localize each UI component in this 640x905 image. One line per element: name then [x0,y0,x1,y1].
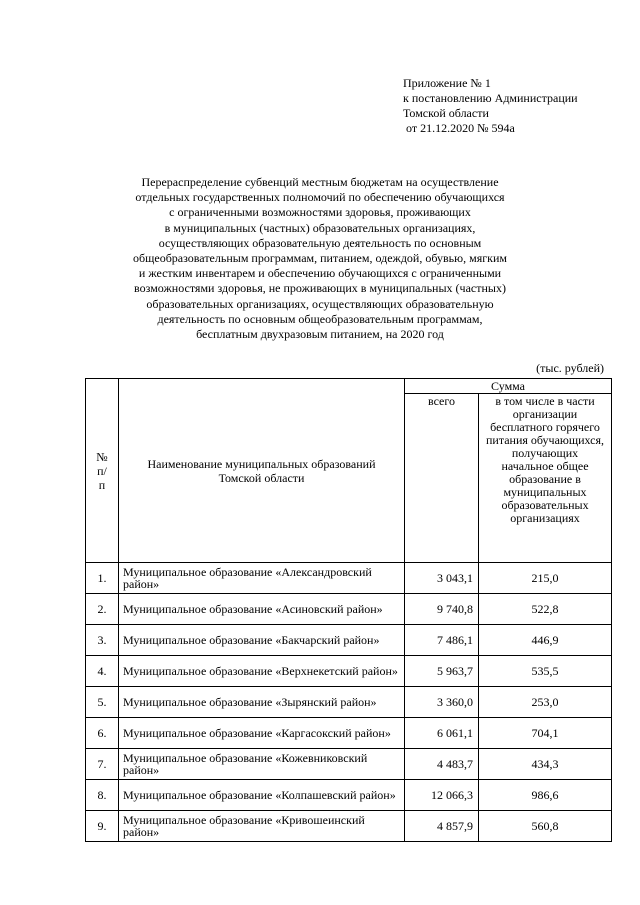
table-row [86,594,612,625]
row-total-value: 6 061,1 [405,718,479,749]
table-row [86,780,612,811]
row-part-value: 446,9 [479,625,612,656]
table-row [86,656,612,687]
title-line: деятельность по основным общеобразовательным программам, [157,311,483,326]
title-line: общеобразовательным программам, питанием, одеждой, обувью, мягким [133,251,507,266]
title-line: с ограниченными возможностями здоровья, проживающих [169,205,471,220]
table-row [86,687,612,718]
header-sum: Сумма [405,379,612,394]
row-number: 7. [86,749,119,780]
appendix-line: Приложение № 1 [403,76,491,90]
row-part-value: 434,3 [479,749,612,780]
row-municipality-name: Муниципальное образование «Александровский район» [119,563,405,594]
row-number: 4. [86,656,119,687]
row-total-value: 3 043,1 [405,563,479,594]
row-municipality-name: Муниципальное образование «Кожевниковский район» [119,749,405,780]
row-municipality-name: Муниципальное образование «Каргасокский район» [119,718,405,749]
row-part-value: 253,0 [479,687,612,718]
header-total: всего [405,394,479,563]
row-total-value: 7 486,1 [405,625,479,656]
title-line: в муниципальных (частных) образовательных организациях, [164,220,476,235]
title-line: осуществляющих образовательную деятельность по основным [158,235,482,250]
header-name: Наименование муниципальных образований Томской области [119,379,405,563]
table-row [86,811,612,842]
title-line: и жестким инвентарем и обеспечению обучающихся с ограниченными [138,266,502,281]
appendix-line: к постановлению Администрации [403,91,578,105]
row-number: 3. [86,625,119,656]
row-number: 1. [86,563,119,594]
row-total-value: 5 963,7 [405,656,479,687]
row-number: 5. [86,687,119,718]
appendix-line: от 21.12.2020 № 594а [406,121,515,135]
title-line: образовательных организациях, осуществляющих образовательную [146,296,494,311]
row-number: 2. [86,594,119,625]
header-num: № п/п [86,379,119,563]
title-line: отдельных государственных полномочий по обеспечению обучающихся [135,190,505,205]
row-part-value: 704,1 [479,718,612,749]
row-total-value: 3 360,0 [405,687,479,718]
row-municipality-name: Муниципальное образование «Бакчарский район» [119,625,405,656]
row-municipality-name: Муниципальное образование «Колпашевский район» [119,780,405,811]
table-body [86,563,612,842]
title-line: бесплатным двухразовым питанием, на 2020 год [196,327,444,342]
row-total-value: 4 857,9 [405,811,479,842]
row-part-value: 215,0 [479,563,612,594]
row-part-value: 560,8 [479,811,612,842]
row-municipality-name: Муниципальное образование «Верхнекетский район» [119,656,405,687]
row-total-value: 9 740,8 [405,594,479,625]
title-line: Перераспределение субвенций местным бюджетам на осуществление [141,175,499,189]
table-row [86,718,612,749]
header-part: в том числе в части организации бесплатного горячего питания обучающихся, получающих начальное общее образование в муниципальных образовательных организациях [479,394,612,563]
appendix-line: Томской области [403,106,489,120]
subvention-table [85,378,612,842]
row-part-value: 986,6 [479,780,612,811]
table-row [86,563,612,594]
row-part-value: 535,5 [479,656,612,687]
units-label: (тыс. рублей) [536,361,604,375]
row-total-value: 4 483,7 [405,749,479,780]
row-municipality-name: Муниципальное образование «Кривошеинский район» [119,811,405,842]
row-municipality-name: Муниципальное образование «Зырянский район» [119,687,405,718]
row-part-value: 522,8 [479,594,612,625]
title-line: возможностями здоровья, не проживающих в муниципальных (частных) [134,281,506,296]
row-number: 6. [86,718,119,749]
row-municipality-name: Муниципальное образование «Асиновский район» [119,594,405,625]
row-number: 8. [86,780,119,811]
table-row [86,625,612,656]
row-number: 9. [86,811,119,842]
appendix-block [403,76,578,136]
table-header-row [86,379,612,394]
table-row [86,749,612,780]
row-total-value: 12 066,3 [405,780,479,811]
document-title [100,175,540,342]
